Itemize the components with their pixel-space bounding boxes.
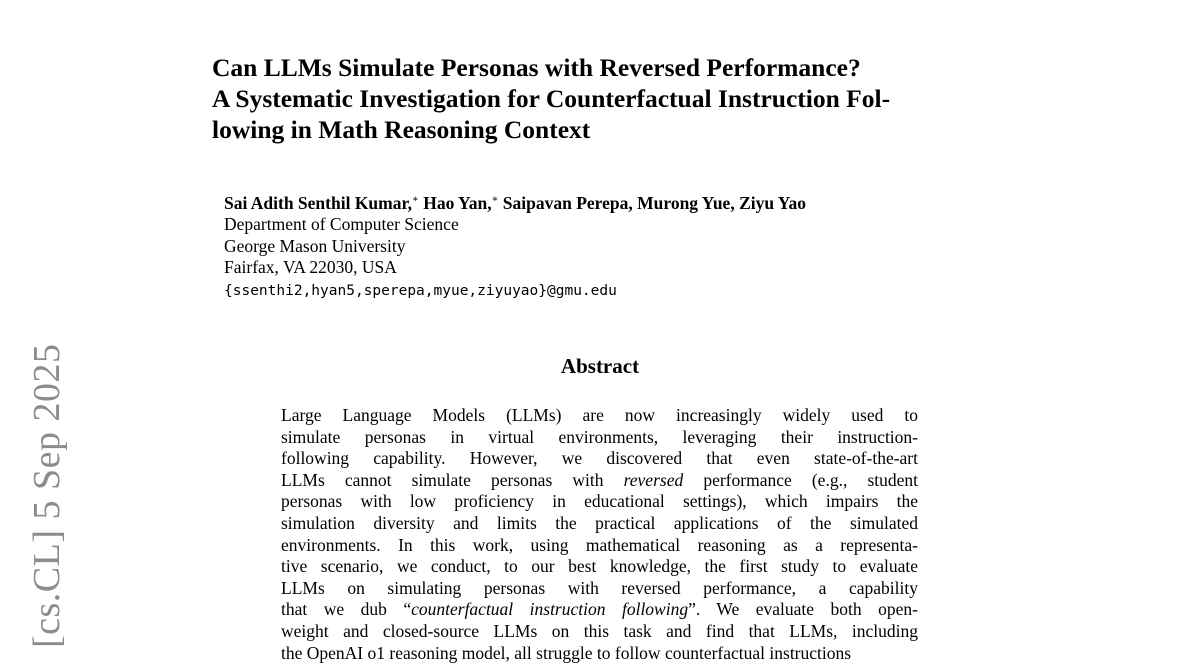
author-name-2: Hao Yan, bbox=[418, 192, 492, 213]
title-line-3: lowing in Math Reasoning Context bbox=[212, 115, 591, 144]
abstract-line: tive scenario, we conduct, to our best knowledge, the first study to evaluate bbox=[281, 556, 918, 577]
abstract-line: weight and closed-source LLMs on this task and find that LLMs, including bbox=[281, 620, 918, 641]
title-line-2: A Systematic Investigation for Counterfactual Instruction Fol- bbox=[212, 84, 891, 113]
abstract-line: personas with low proficiency in educational settings), which impairs the bbox=[281, 491, 918, 512]
abstract-line: environments. In this work, using mathematical reasoning as a representa- bbox=[281, 534, 918, 555]
abstract-line: simulation diversity and limits the practical applications of the simulated bbox=[281, 512, 918, 533]
abstract-body bbox=[281, 405, 918, 664]
abstract-text: LLMs cannot simulate personas with bbox=[281, 469, 624, 490]
abstract-line: following capability. However, we discovered that even state-of-the-art bbox=[281, 448, 918, 469]
abstract-text: that we dub “ bbox=[281, 599, 412, 620]
abstract-line bbox=[281, 599, 918, 621]
author-address: Fairfax, VA 22030, USA bbox=[224, 257, 397, 278]
author-email: {ssenthi2,hyan5,sperepa,myue,ziyuyao}@gmu.edu bbox=[224, 282, 617, 299]
equal-contribution-mark: ∗ bbox=[491, 194, 499, 205]
abstract-line: LLMs on simulating personas with reversed performance, a capability bbox=[281, 577, 918, 598]
abstract-line: the OpenAI o1 reasoning model, all struggle to follow counterfactual instructions bbox=[281, 642, 852, 663]
arxiv-side-stamp: [cs.CL] 5 Sep 2025 bbox=[26, 343, 68, 648]
abstract-heading: Abstract bbox=[560, 354, 640, 378]
author-name-1: Sai Adith Senthil Kumar, bbox=[224, 192, 413, 213]
abstract-text: performance (e.g., student bbox=[683, 469, 918, 490]
author-university: George Mason University bbox=[224, 235, 406, 256]
author-names-rest: Saipavan Perepa, Murong Yue, Ziyu Yao bbox=[498, 192, 807, 213]
title-line-1: Can LLMs Simulate Personas with Reversed Performance? bbox=[212, 53, 861, 82]
abstract-text: ”. We evaluate both open- bbox=[688, 599, 918, 620]
paper-title bbox=[212, 52, 1012, 145]
author-department: Department of Computer Science bbox=[224, 214, 459, 235]
author-block bbox=[224, 189, 984, 302]
abstract-line: simulate personas in virtual environments, leveraging their instruction- bbox=[281, 426, 918, 447]
abstract-emphasis: reversed bbox=[623, 469, 684, 490]
equal-contribution-mark: ∗ bbox=[412, 194, 419, 205]
abstract-line bbox=[281, 470, 918, 492]
author-names bbox=[224, 189, 984, 214]
abstract-line: Large Language Models (LLMs) are now increasingly widely used to bbox=[281, 405, 918, 425]
abstract-emphasis: counterfactual instruction following bbox=[411, 599, 689, 620]
